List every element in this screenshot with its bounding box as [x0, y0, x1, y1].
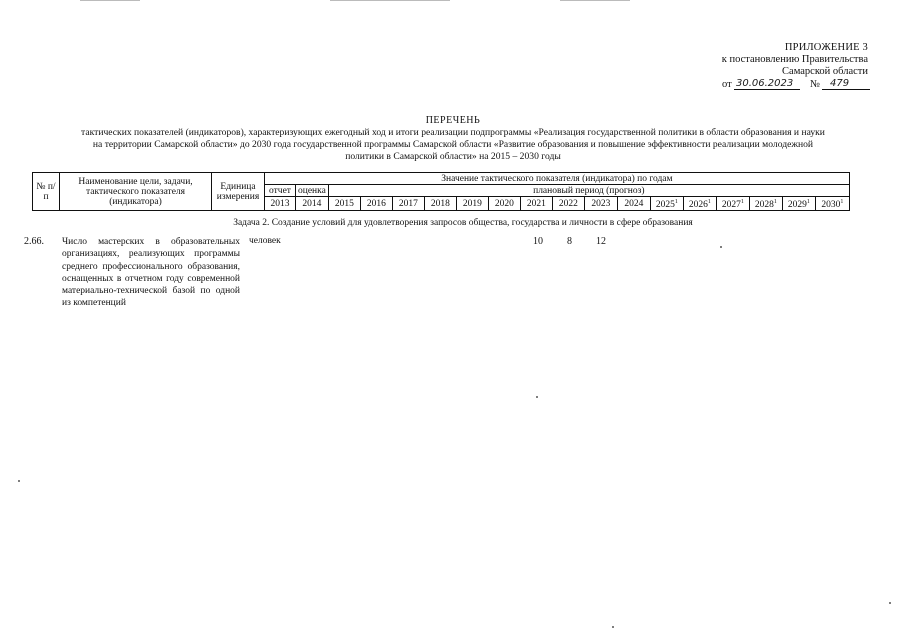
row-value-2021: 8 [567, 236, 572, 247]
task-heading: Задача 2. Создание условий для удовлетворения запросов общества, государства и личности в сфере образования [233, 218, 693, 228]
date-prefix: от [722, 79, 732, 90]
year-report: 2013 [265, 197, 296, 211]
plan-year-footnoted: 2027$^1$ [716, 197, 749, 211]
scan-artifact [80, 0, 140, 1]
plan-year: 2024 [617, 197, 650, 211]
col-values-header: Значение тактического показателя (индикатора) по годам [265, 173, 850, 185]
plan-year: 2021 [520, 197, 552, 211]
row-number: 2.66. [24, 236, 44, 247]
document-title [20, 115, 886, 163]
row-value-2022: 12 [596, 236, 606, 247]
col-num-header: № п/п [33, 173, 60, 211]
scan-artifact [560, 0, 630, 1]
number-prefix: № [810, 79, 821, 90]
appendix-block [722, 42, 868, 78]
plan-year: 2022 [552, 197, 584, 211]
plan-year-footnoted: 2025$^1$ [650, 197, 683, 211]
row-description: Число мастерских в образовательных организациях, реализующих программы среднего профессионального образования, оснащенных в отчетном году современной материально-технической базой по одной из компетенций [62, 237, 240, 309]
number-underline [822, 89, 870, 90]
appendix-line-3: Самарской области [782, 66, 868, 77]
scan-speck [720, 246, 722, 248]
plan-year: 2016 [360, 197, 392, 211]
scan-speck [889, 602, 891, 604]
plan-year: 2015 [328, 197, 360, 211]
plan-year-footnoted: 2029$^1$ [782, 197, 815, 211]
date-underline [734, 89, 800, 90]
year-estimate: 2014 [296, 197, 329, 211]
plan-year: 2018 [424, 197, 456, 211]
report-header: отчет [265, 185, 296, 197]
plan-year: 2017 [392, 197, 424, 211]
date-line [722, 78, 870, 91]
title-line-3: политики в Самарской области» на 2015 – 2030 годы [345, 151, 561, 162]
plan-year-footnoted: 2030$^1$ [815, 197, 849, 211]
plan-year: 2020 [488, 197, 520, 211]
appendix-title: ПРИЛОЖЕНИЕ 3 [784, 42, 868, 53]
plan-year-footnoted: 2026$^1$ [683, 197, 716, 211]
estimate-header: оценка [296, 185, 329, 197]
scan-speck [536, 396, 538, 398]
plan-year-footnoted: 2028$^1$ [749, 197, 782, 211]
date-handwritten: 30.06.2023 [736, 78, 794, 89]
number-handwritten: 479 [830, 78, 850, 89]
scan-speck [18, 480, 20, 482]
row-unit: человек [249, 236, 281, 246]
scan-speck [612, 626, 614, 628]
row-value-2020: 10 [533, 236, 543, 247]
col-unit-header: Единица измерения [212, 173, 265, 211]
indicator-table-header [32, 172, 850, 211]
plan-year: 2023 [584, 197, 617, 211]
title-line-1: тактических показателей (индикаторов), характеризующих ежегодный ход и итоги реализации подпрограммы «Реализация государственной политики в области образования и науки [81, 127, 825, 138]
title-name: ПЕРЕЧЕНЬ [425, 115, 481, 126]
plan-period-header: плановый период (прогноз) [328, 185, 849, 197]
appendix-line-2: к постановлению Правительства [721, 54, 868, 65]
col-name-header: Наименование цели, задачи, тактического показателя (индикатора) [60, 173, 212, 211]
plan-year: 2019 [456, 197, 488, 211]
title-line-2: на территории Самарской области» до 2030 года государственной программы Самарской области «Развитие образования и повышение эффективности реализации молодежной [92, 139, 814, 150]
scan-artifact [330, 0, 450, 1]
